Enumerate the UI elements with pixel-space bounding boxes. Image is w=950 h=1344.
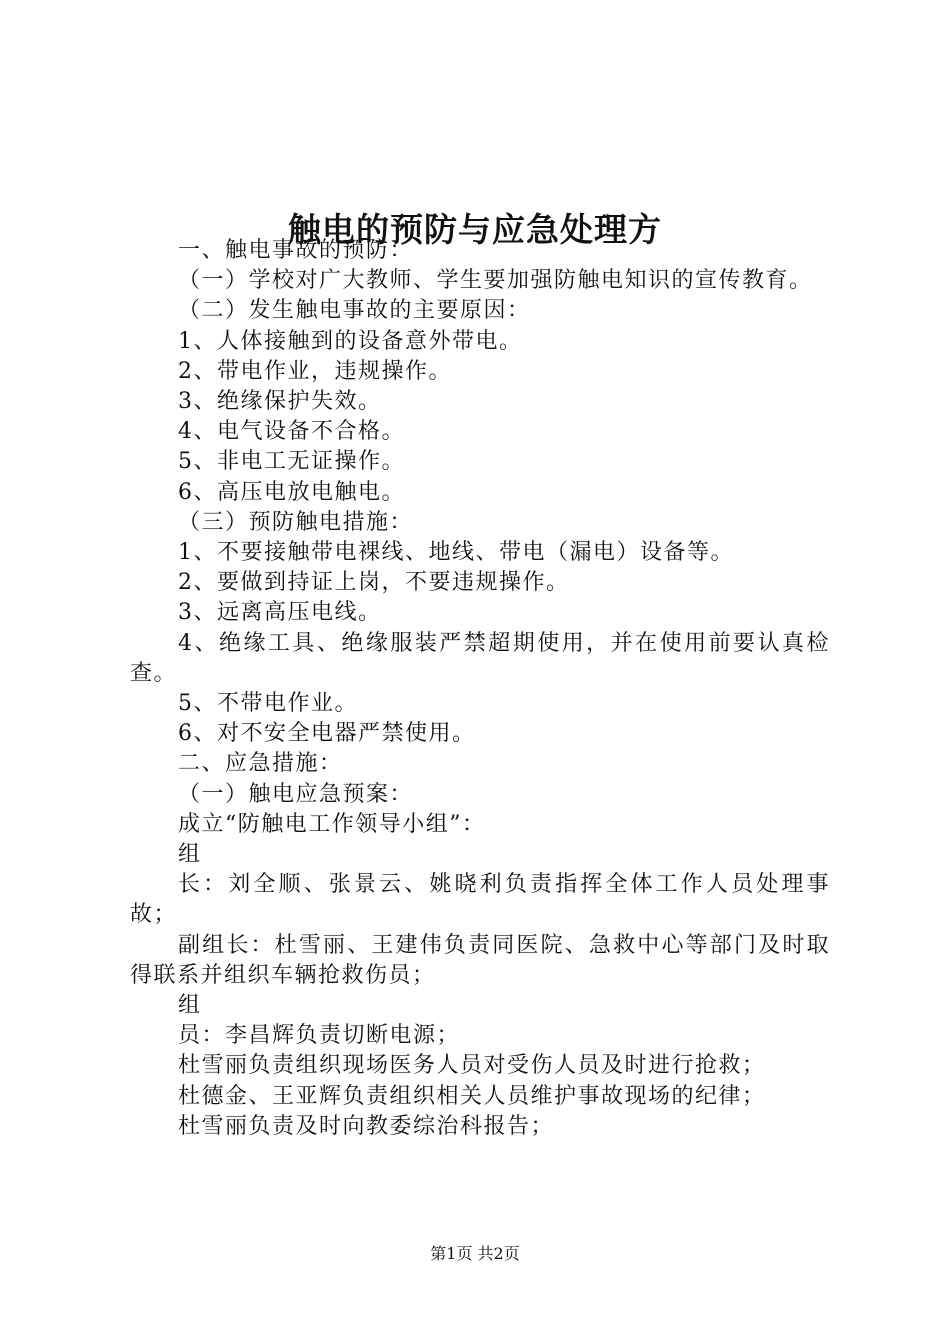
section-heading-prevention: 一、触电事故的预防：: [178, 238, 414, 263]
paragraph: （一）学校对广大教师、学生要加强防触电知识的宣传教育。: [178, 268, 813, 294]
page-footer: 第1页 共2页: [430, 1244, 520, 1263]
list-item: 3、绝缘保护失效。: [178, 389, 382, 415]
list-item: 1、人体接触到的设备意外带电。: [178, 328, 523, 354]
paragraph: 组: [178, 842, 202, 868]
paragraph: 长：刘全顺、张景云、姚晓利负责指挥全体工作人员处理事故；: [130, 872, 830, 928]
list-item: 2、带电作业，违规操作。: [178, 358, 452, 384]
section-heading-emergency: 二、应急措施：: [178, 751, 343, 777]
list-item: 5、不带电作业。: [178, 691, 358, 717]
paragraph: 杜德金、王亚辉负责组织相关人员维护事故现场的纪律；: [178, 1083, 766, 1109]
subsection-heading-measures: （三）预防触电措施：: [178, 509, 414, 535]
subsection-heading-causes: （二）发生触电事故的主要原因：: [178, 298, 531, 324]
list-item: 5、非电工无证操作。: [178, 449, 405, 475]
document-body: [130, 236, 830, 1142]
list-item: 6、高压电放电触电。: [178, 479, 405, 505]
paragraph: 杜雪丽负责及时向教委综治科报告；: [178, 1113, 555, 1139]
list-item: 1、不要接触带电裸线、地线、带电（漏电）设备等。: [178, 540, 734, 566]
paragraph: 杜雪丽负责组织现场医务人员对受伤人员及时进行抢救；: [178, 1053, 766, 1079]
paragraph: 成立“防触电工作领导小组”：: [178, 811, 486, 837]
document-title: 触电的预防与应急处理方: [288, 210, 662, 250]
list-item: 3、远离高压电线。: [178, 600, 382, 626]
subsection-heading-plan: （一）触电应急预案：: [178, 781, 414, 807]
paragraph: 副组长：杜雪丽、王建伟负责同医院、急救中心等部门及时取得联系并组织车辆抢救伤员；: [130, 932, 830, 988]
list-item: 4、电气设备不合格。: [178, 419, 405, 445]
paragraph: 员：李昌辉负责切断电源；: [178, 1023, 461, 1049]
list-item: 4、绝缘工具、绝缘服装严禁超期使用，并在使用前要认真检查。: [130, 630, 830, 686]
paragraph: 组: [178, 993, 202, 1019]
list-item: 2、要做到持证上岗，不要违规操作。: [178, 570, 570, 596]
list-item: 6、对不安全电器严禁使用。: [178, 721, 476, 747]
